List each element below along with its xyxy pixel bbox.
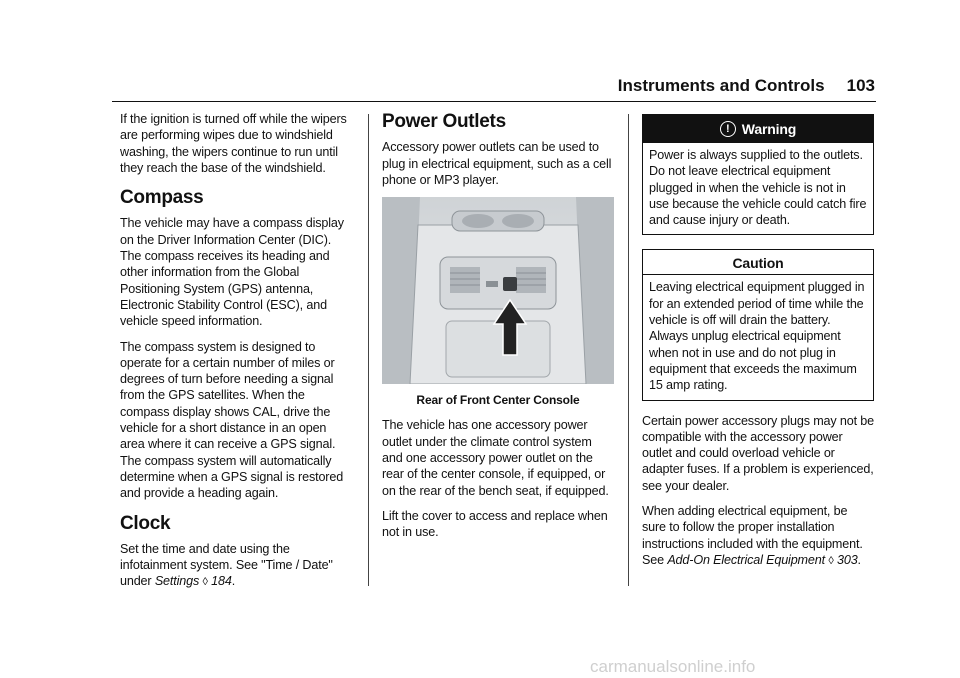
add-on-equipment-link[interactable]: Add-On Electrical Equipment (667, 552, 825, 567)
power-outlets-heading: Power Outlets (382, 111, 506, 132)
warning-header (643, 115, 873, 143)
settings-page-link[interactable]: 184 (211, 574, 232, 589)
photo-caption: Rear of Front Center Console (416, 393, 580, 408)
page-ref-icon: ◊ (828, 554, 834, 567)
page-ref-icon: ◊ (202, 576, 208, 589)
warning-box (642, 114, 874, 235)
header-rule (112, 101, 876, 102)
settings-link[interactable]: Settings (154, 574, 200, 589)
caution-text: Leaving electrical equipment plugged in for an extended period of time while the vehicle is off will drain the battery. Always unplug electrical equipment when not in use and do not plug in equipment that exceeds the maximum 15 amp rating. (649, 280, 865, 393)
column-divider (628, 114, 629, 586)
column-divider (368, 114, 369, 586)
watermark: carmanualsonline.info (590, 657, 756, 676)
wiper-intro-paragraph: If the ignition is turned off while the wipers are performing wipes due to windshield washing, the wipers continue to run until they reach the base of the windshield. (120, 112, 347, 175)
compatibility-paragraph: Certain power accessory plugs may not be compatible with the accessory power outlet and could overload vehicle or adapter fuses. If a problem is experienced, see your dealer. (642, 413, 874, 493)
running-header (0, 76, 875, 104)
add-on-text: When adding electrical equipment, be sure to follow the proper installation instructions included with the equipment. See (642, 504, 863, 567)
power-outlets-intro: Accessory power outlets can be used to plug in electrical equipment, such as a cell phone or MP3 player. (382, 140, 612, 187)
caution-box (642, 249, 874, 400)
column-middle (382, 111, 614, 550)
clock-text: Set the time and date using the infotainment system. See "Time / Date" under (120, 541, 333, 589)
column-right (642, 111, 874, 578)
page-number: 103 (846, 76, 875, 95)
compass-paragraph-2: The compass system is designed to operate for a certain number of miles or degrees of turn before needing a signal from the GPS satellites. When the compass display shows CAL, drive the vehicle for a short distance in an open area where it can receive a GPS signal. The compass system will automatically determine when a GPS signal is restored and provide a heading again. (120, 339, 344, 501)
warning-label: Warning (741, 121, 797, 137)
add-on-paragraph (642, 503, 874, 569)
clock-paragraph (120, 541, 352, 591)
compass-paragraph-1: The vehicle may have a compass display on the Driver Information Center (DIC). The compass receives its heading and other information from the Global Positioning System (GPS) antenna, Electronic Stability Control (ESC), and vehicle speed information. (120, 216, 344, 329)
section-title: Instruments and Controls (617, 76, 825, 95)
add-on-end: . (857, 552, 861, 567)
clock-heading: Clock (120, 512, 171, 534)
column-left (120, 111, 352, 600)
outlet-cover-paragraph: Lift the cover to access and replace when not in use. (382, 508, 608, 540)
console-outlet-photo (382, 197, 614, 384)
add-on-page-link[interactable]: 303 (836, 552, 858, 567)
outlet-location-paragraph: The vehicle has one accessory power outlet under the climate control system and one accessory power outlet on the rear of the center console, if equipped, or on the rear of the bench seat, if equipped. (382, 418, 609, 498)
compass-heading: Compass (120, 187, 204, 209)
console-outlet-illustration (382, 197, 614, 384)
caution-header: Caution (643, 250, 873, 275)
warning-text: Power is always supplied to the outlets. Do not leave electrical equipment plugged in when the vehicle is not in use because the vehicle could catch fire and cause injury or death. (649, 148, 867, 228)
clock-end: . (231, 574, 236, 589)
warning-icon: ! (720, 121, 736, 137)
